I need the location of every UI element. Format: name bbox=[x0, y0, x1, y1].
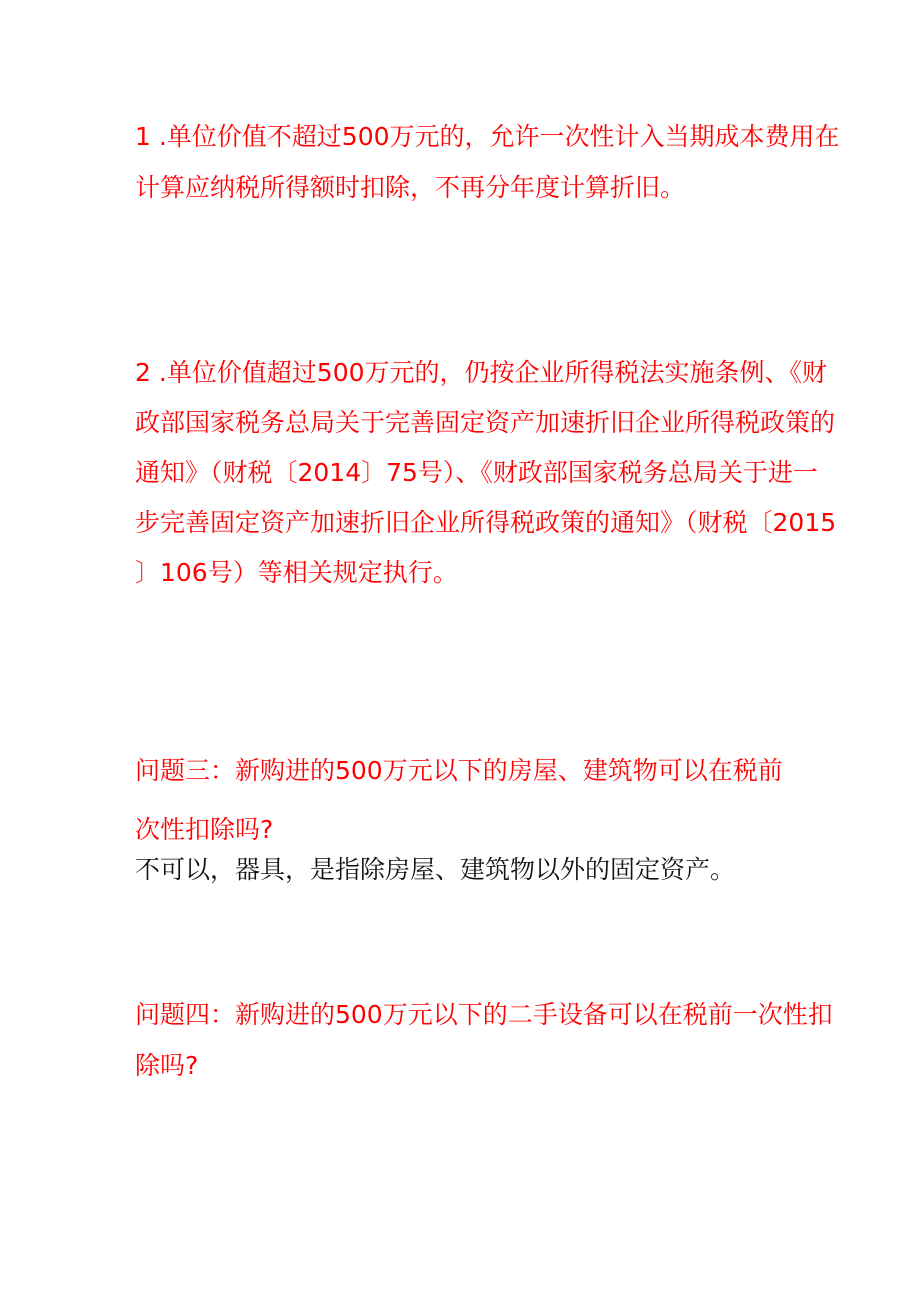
item-2-line-5: 〕106号）等相关规定执行。 bbox=[135, 558, 458, 587]
question-3-line-2: 次性扣除吗? bbox=[135, 815, 274, 844]
item-1-line-1: 1 .单位价值不超过500万元的，允许一次性计入当期成本费用在 bbox=[135, 122, 840, 151]
item-2-line-3: 通知》（财税〔2014〕75号）、《财政部国家税务总局关于进一 bbox=[135, 458, 818, 487]
item-2-line-1: 2 .单位价值超过500万元的，仍按企业所得税法实施条例、《财 bbox=[135, 358, 828, 387]
question-4-line-1: 问题四：新购进的500万元以下的二手设备可以在税前一次性扣 bbox=[135, 1000, 833, 1029]
item-1-line-2: 计算应纳税所得额时扣除，不再分年度计算折旧。 bbox=[135, 173, 686, 202]
question-3-line-1: 问题三：新购进的500万元以下的房屋、建筑物可以在税前 bbox=[135, 756, 783, 785]
question-4-line-2: 除吗? bbox=[135, 1051, 199, 1080]
answer-3-line-1: 不可以，器具，是指除房屋、建筑物以外的固定资产。 bbox=[135, 855, 736, 884]
item-2-line-2: 政部国家税务总局关于完善固定资产加速折旧企业所得税政策的 bbox=[135, 408, 836, 437]
item-2-line-4: 步完善固定资产加速折旧企业所得税政策的通知》（财税〔2015 bbox=[135, 508, 837, 537]
